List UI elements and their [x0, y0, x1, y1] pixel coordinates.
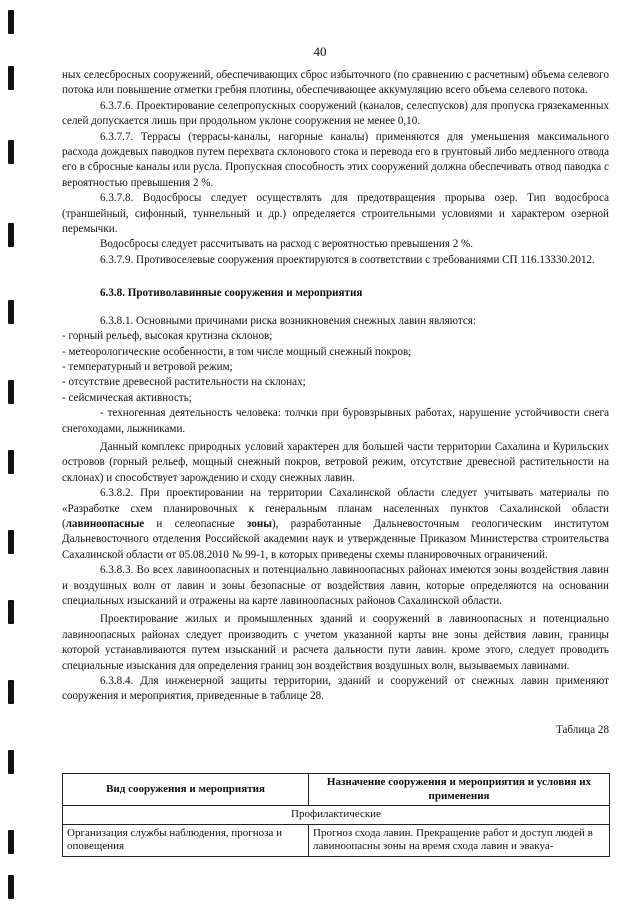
binding-hole — [8, 10, 14, 34]
binding-hole — [8, 66, 14, 90]
paragraph-continuation: ных селесбросных сооружений, обеспечивающих сброс избыточного (по сравнению с расчетным) объема селевого потока или повышение отметки гребня плотины, обеспечивающее аккумуляцию всего объема селевого потока. — [62, 69, 609, 97]
bold-text-run: зоны — [246, 517, 272, 530]
table-header-cell: Назначение сооружения и мероприятия и условия их применения — [309, 774, 610, 806]
paragraph-6-3-7-8: 6.3.7.8. Водосбросы следует осуществлять для предотвращения прорыва озер. Тип водосброса (траншейный, сифонный, туннельный и др.) определяется строительными условиями и характером озерной перемычки. — [62, 192, 609, 236]
page-number: 40 — [313, 44, 327, 59]
risk-list-item: - техногенная деятельность человека: толчки при буровзрывных работах, нарушение устойчивости снега снегоходами, лыжниками. — [62, 407, 609, 435]
risk-list-item: - метеорологические особенности, в том числе мощный снежный покров; — [62, 345, 412, 358]
binding-hole — [8, 600, 14, 624]
paragraph-6-3-8-4: 6.3.8.4. Для инженерной защиты территории, зданий и сооружений от снежных лавин применяют сооружения и мероприятия, приведенные в таблице 28. — [62, 675, 609, 703]
binding-hole — [8, 450, 14, 474]
section-heading: 6.3.8. Противолавинные сооружения и мероприятия — [100, 287, 363, 300]
risk-list-item: - горный рельеф, высокая крутизна склонов; — [62, 330, 273, 343]
risk-list-item: - отсутствие древесной растительности на склонах; — [62, 376, 306, 389]
binding-hole — [8, 140, 14, 164]
table-subheader-cell: Профилактические — [63, 806, 610, 825]
text-run: ), разработанные Дальневосточным геологическим институтом Дальневосточного отделения Российской академии наук и утвержденные Приказом Министерства строительства Сахалинской области от 05.08.2010 № 99-1, в которых приведены схемы планировочных ограничений. — [62, 517, 609, 561]
paragraph-6-3-8-3: 6.3.8.3. Во всех лавиноопасных и потенциально лавиноопасных районах имеются зоны воздействия лавин и воздушных волн от лавин и зоны безопасные от воздействия лавин, которые определяются на основании специальных изысканий и отражены на карте лавиноопасных районов Сахалинской области. — [62, 564, 609, 607]
paragraph-6-3-7-9: 6.3.7.9. Противоселевые сооружения проектируются в соответствии с требованиями СП 116.13330.2012. — [100, 253, 595, 266]
binding-holes — [0, 0, 22, 905]
table-subheader-row — [63, 806, 610, 825]
table-header-cell: Вид сооружения и мероприятия — [63, 774, 309, 806]
paragraph-design: Проектирование жилых и промышленных зданий и сооружений в лавиноопасных и потенциально лавиноопасных районах следует производить с учетом указанной карты вне зоны действия лавин, границы которой устанавливаются путем изысканий и расчета дальности пути лавин. кроме этого, следует проводить специальные изыскания для определения границ зон воздействия воздушных волн, вызываемых лавинами. — [62, 613, 609, 672]
paragraph-6-3-7-7: 6.3.7.7. Террасы (террасы-каналы, нагорные каналы) применяются для уменьшения максимального расхода дождевых паводков путем перехвата склонового стока и перевода его в грунтовый либо медленного отвода его в сбросные каналы или русла. Пропускная способность этих сооружений должна обеспечивать отвод паводка с вероятностью превышения 2 %. — [62, 130, 609, 189]
text-run: и селеопасные — [144, 517, 247, 530]
paragraph-6-3-7-6: 6.3.7.6. Проектирование селепропускных сооружений (каналов, селеспусков) для пропуска грязекаменных селей допускается лишь при продольном уклоне сооружения не менее 0,10. — [62, 99, 609, 128]
paragraph-spillway-calc: Водосбросы следует рассчитывать на расход с вероятностью превышения 2 %. — [100, 238, 474, 251]
text-run: 6.3.8.2. При проектировании на территории Сахалинской области следует учитывать материалы по «Разработке схем планировочных к генеральным планам населенных пунктов Сахалинской области ( — [62, 487, 609, 530]
paragraph-6-3-8-1: 6.3.8.1. Основными причинами риска возникновения снежных лавин являются: — [100, 314, 476, 327]
table-row — [63, 824, 610, 856]
binding-hole — [8, 750, 14, 774]
binding-hole — [8, 530, 14, 554]
bold-text-run: лавиноопасные — [65, 517, 145, 530]
risk-list-item: - сейсмическая активность; — [62, 391, 192, 404]
table-header-row — [63, 774, 610, 806]
binding-hole — [8, 223, 14, 247]
paragraph-6-3-8-2 — [62, 486, 609, 563]
binding-hole — [8, 830, 14, 854]
binding-hole — [8, 680, 14, 704]
binding-hole — [8, 380, 14, 404]
risk-list-item: - температурный и ветровой режим; — [62, 360, 233, 373]
table-caption: Таблица 28 — [556, 723, 609, 736]
table-cell: Организация службы наблюдения, прогноза и оповещения — [63, 824, 309, 856]
page-body — [62, 68, 609, 738]
table-28 — [62, 773, 610, 857]
binding-hole — [8, 300, 14, 324]
binding-hole — [8, 875, 14, 899]
paragraph-natural-complex: Данный комплекс природных условий характерен для большей части территории Сахалина и Курильских островов (горный рельеф, мощный снежный покров, ветровой режим, отсутствие древесной растительности на склонах) и способствует зарождению и сходу снежных лавин. — [62, 440, 609, 484]
table-cell: Прогноз схода лавин. Прекращение работ и доступ людей в лавиноопасны зоны на время схода лавин и эвакуа- — [309, 824, 610, 856]
